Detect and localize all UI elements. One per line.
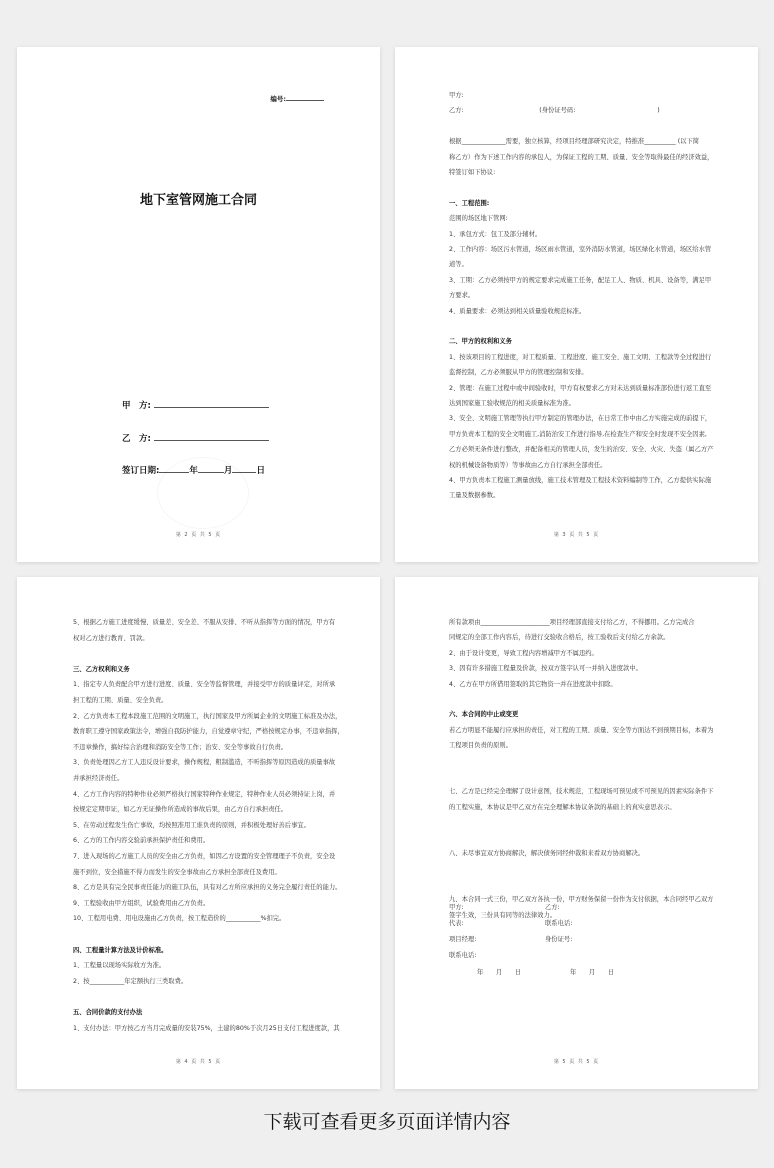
text-line: 道等。 xyxy=(449,261,468,269)
page-footer: 第 2 页 共 5 页 xyxy=(175,532,222,538)
text-line: 3、安全、文明施工管理等执行甲方制定的管理办法，在日常工作中由乙方实施完成的前提下， xyxy=(449,415,712,423)
text-line: 范围的场区地下管网: xyxy=(449,215,508,223)
text-line: 10、工程用电费、用电设施由乙方负责，按工程造价的___________%扣完。 xyxy=(73,915,286,923)
page-footer: 第 5 页 共 5 页 xyxy=(553,1059,600,1065)
text-line: 5、在劳动过程发生伤亡事故，均按照准用工谁负责的原则，并积极处理好善后事宜。 xyxy=(73,821,310,829)
text-line: 2、乙方负责本工程本段施工范围的文明施工，执行国家及甲方所属企业的文明施工标准及办法， xyxy=(73,712,342,720)
text-line: 2、管理：在施工过程中或中间验收时，甲方有权要求乙方对未达到质量标准部份进行返工直至 xyxy=(449,384,712,392)
text-line: 七、乙方是已经完全理解了设计意图，技术规范，工程现场可预见或不可预见的因素实际条件下 xyxy=(449,788,714,796)
text-line: 监督控制，乙方必须服从甲方的管理控制和安排。 xyxy=(449,369,588,377)
text-line: 3、负责处理因乙方工人违反设计要求，操作规程，粗制滥造，不听指挥等原因造成的质量事故 xyxy=(73,759,336,767)
page-cover xyxy=(17,47,380,562)
text-line: 九、本合同一式三份，甲乙双方各执一份，甲方财务保留一份作为支付依据，本合同经甲乙双方 xyxy=(449,896,714,904)
text-line: 3、工期：乙方必须按甲方的规定要求完成施工任务，配足工人、物质、机具、设备等，满足甲 xyxy=(449,276,712,284)
section-heading: 一、工程范围: xyxy=(449,199,490,207)
text-line: 1、支付办法：甲方按乙方当月完成量的安装75%，土建的80%于次月25日支付工程进度款，其 xyxy=(73,1024,340,1032)
document-title: 地下室管网施工合同 xyxy=(139,193,257,208)
text-line: 1、工程量以现场实际收方为准。 xyxy=(73,962,166,970)
page-footer: 第 3 页 共 5 页 xyxy=(553,532,600,538)
text-line: 签字生效，三份具有同等的法律效力。 xyxy=(449,911,557,919)
text-line: 不违章操作，搞好综合治理和消防安全等工作；治安、安全等事故自行负责。 xyxy=(73,743,288,751)
section-heading: 六、本合同的中止或变更 xyxy=(449,711,519,719)
text-line: 9、工程验收由甲方组织，试验费用由乙方负责。 xyxy=(73,899,210,907)
text-line: 甲方负责本工程的安全文明施工,消防治安工作进行指导,在检查生产和安全时发现不安全因素, xyxy=(449,430,707,438)
text-line: 2、由于设计变更，导致工程内容增减甲方不属违约。 xyxy=(449,649,598,657)
page-4 xyxy=(17,577,380,1089)
text-line: 达到国家施工验收规范的相关质量标准为准。 xyxy=(449,400,575,407)
text-line: 3、因有许多措施工程量及价款，按双方签字认可一并纳入进度款中。 xyxy=(449,665,642,673)
text-line: 并承担经济责任。 xyxy=(73,775,124,782)
section-heading: 三、乙方权利和义务 xyxy=(73,665,130,673)
text-line: 的工程实施，本协议是甲乙双方在完全理解本协议条款的基础上的真实意思表示。 xyxy=(449,803,676,811)
signature-field: 身份证号: xyxy=(545,936,573,943)
signature-field: 乙方: xyxy=(545,904,560,911)
text-line: 2、按___________年定额执行三类取费。 xyxy=(73,977,188,985)
text-line: 4、甲方负责本工程施工测量放线，施工技术管理及工程技术资料编制等工作，乙方提供实际施 xyxy=(449,477,712,484)
sign-date-right: 年 月 日 xyxy=(570,969,615,976)
text-line: 7、进入现场的乙方施工人员的安全由乙方负责，如因乙方设置的安全管理理子不负责，安全设 xyxy=(73,853,336,860)
party-a-line: 甲 方: xyxy=(122,399,269,411)
text-line: 教育职工遵守国家政策法令，增强自我防护能力，自觉遵章守纪，严格按规定办事，不违章指挥， xyxy=(73,728,344,736)
text-line: 8、乙方是具有完全民事责任能力的施工队伍，具有对乙方所应承担的义务完全履行责任的能力。 xyxy=(73,884,342,892)
text-line: 甲方: xyxy=(449,92,464,99)
party-b-line: 乙 方: xyxy=(122,432,269,444)
signature-field: 项目经理: xyxy=(449,936,477,943)
text-line: 方要求。 xyxy=(449,292,475,300)
text-line: 乙方必须无条件进行整改，并配备相关的管理人员，发生的治安、安全、火灾、失盗（属乙方产 xyxy=(449,446,714,454)
text-line: 1、承包方式：包工及部分辅材。 xyxy=(449,230,542,238)
text-line: 权的机械设备物质等）等事故由乙方自行承担全部责任。 xyxy=(449,461,607,469)
section-heading: 五、合同价款的支付办法 xyxy=(73,1009,143,1016)
text-line: 根据______________需要，独立核算，经项目经理部研究决定，特推准__________ (以下简 xyxy=(449,138,700,146)
sign-date-left: 年 月 日 xyxy=(477,969,522,976)
text-line: 乙方: (身份证号码: ) xyxy=(449,107,660,115)
signature-field: 联系电话: xyxy=(449,952,477,959)
signature-field: 联系电话: xyxy=(545,920,573,927)
text-line: 6、乙方的工作内容交验前承担保护责任和费用。 xyxy=(73,837,210,845)
text-line: 4、质量要求：必须达到相关质量验收规范标准。 xyxy=(449,307,586,315)
text-line: 担工程的工期、质量、安全负责。 xyxy=(73,697,168,704)
text-line: 2、工作内容：场区污水管道，场区雨水管道，室外消防水管道，场区绿化水管道，场区给水管 xyxy=(449,246,712,253)
signature-field: 甲方: xyxy=(449,904,464,911)
text-line: 1、按该项目的工程进度，对工程质量、工程进度、施工安全、施工文明、工程款等全过程进行 xyxy=(449,353,712,361)
text-line: 工量及数据参数。 xyxy=(449,492,500,500)
text-line: 同规定的全部工作内容后，待进行交验收合格后，按工验收后支付给乙方余款。 xyxy=(449,634,670,642)
section-heading: 四、工程量计算方法及计价标准。 xyxy=(73,946,168,954)
text-line: 称乙方）作为下述工作内容的承包人，为保证工程的工期、质量、安全等取得最佳的经济效益， xyxy=(449,153,714,161)
watermark-mark xyxy=(157,457,249,529)
text-line: 施不到位，安全措施不得力而发生的安全事故由乙方承担全部责任及费用。 xyxy=(73,868,281,876)
text-line: 4、乙方在甲方所借用签取的其它物资一并在进度款中扣除。 xyxy=(449,680,617,688)
text-line: 5、根据乙方施工进度缓慢、质量差、安全差、不服从安排、不听从指挥等方面的情况，甲方有 xyxy=(73,619,336,626)
sign-date-line: 签订日期: 年 月 日 xyxy=(122,466,265,476)
page-footer: 第 4 页 共 5 页 xyxy=(175,1059,222,1065)
page-3 xyxy=(395,47,758,562)
text-line: 八、未尽事宜双方协商解决，解决债务同经仲裁和来看双方协商解决。 xyxy=(449,850,645,857)
download-caption: 下载可查看更多页面详情内容 xyxy=(263,1111,511,1133)
contract-number: 编号: xyxy=(270,92,324,103)
text-line: 特签订如下协议: xyxy=(449,169,496,176)
text-line: 权对乙方进行教育、罚款。 xyxy=(73,634,149,642)
text-line: 工程项目负责的原则。 xyxy=(449,742,512,750)
text-line: 所有款项由______________________项目经理部直接支付给乙方，不得挪用。乙方完成合 xyxy=(449,619,695,626)
page-5 xyxy=(395,577,758,1089)
signature-field: 代表: xyxy=(449,920,464,927)
text-line: 4、乙方工作内容的特种作业必须严格执行国家特种作业规定，特种作业人员必须持证上岗，并 xyxy=(73,790,336,798)
text-line: 若乙方明显不能履行应承担的责任，对工程的工期、质量、安全等方面达不到预期目标，本着为 xyxy=(449,726,714,734)
text-line: 1、指定专人负责配合甲方进行进度、质量、安全等监督管理，并接受甲方的质量评定，对所承 xyxy=(73,681,336,689)
section-heading: 二、甲方的权利和义务 xyxy=(449,338,512,346)
text-line: 按规定定期审证，如乙方无证操作所造成的事故后果，由乙方自行承担责任。 xyxy=(73,806,288,814)
